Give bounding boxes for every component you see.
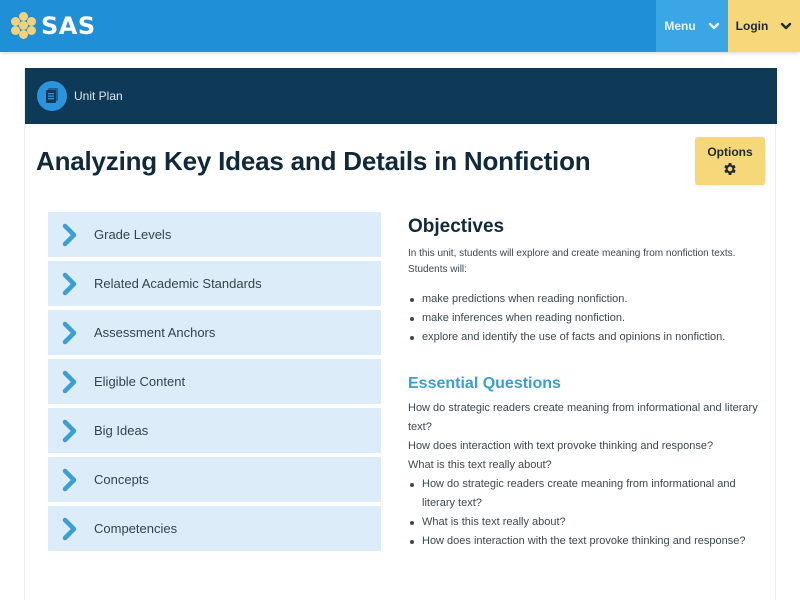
top-header-bar: [0, 0, 800, 52]
menu-label: Menu: [664, 19, 696, 33]
gear-icon: [722, 161, 738, 177]
card-header: [25, 68, 777, 124]
objectives-heading: Objectives: [408, 216, 505, 237]
essential-question-item: How do strategic readers create meaning from informational and literary text?: [408, 475, 763, 513]
content-type-label: Unit Plan: [74, 89, 123, 103]
accordion-label: Assessment Anchors: [94, 325, 216, 340]
essential-question-text: How does interaction with text provoke thinking and response?: [408, 440, 714, 452]
menu-button[interactable]: [656, 0, 728, 52]
accordion-label: Eligible Content: [94, 374, 186, 389]
options-button[interactable]: [695, 137, 765, 185]
chevron-down-icon: [780, 20, 792, 32]
chevron-right-icon: [62, 321, 78, 345]
accordion-item-grade-levels[interactable]: [48, 212, 381, 257]
chevron-right-icon: [62, 468, 78, 492]
chevron-right-icon: [62, 419, 78, 443]
objective-item: make inferences when reading nonfiction.: [408, 309, 763, 328]
objective-item: explore and identify the use of facts and opinions in nonfiction.: [408, 328, 763, 347]
chevron-right-icon: [62, 517, 78, 541]
chevron-right-icon: [62, 223, 78, 247]
accordion-item-concepts[interactable]: [48, 457, 381, 502]
page-title: Analyzing Key Ideas and Details in Nonfiction: [36, 146, 591, 176]
accordion-label: Grade Levels: [94, 227, 172, 242]
honeycomb-logo-icon: [10, 12, 38, 40]
document-icon: [37, 81, 67, 111]
options-label: Options: [707, 145, 753, 159]
logo-text: SAS: [41, 12, 96, 40]
objective-item: make predictions when reading nonfiction.: [408, 290, 763, 309]
unit-plan-card: [24, 68, 776, 600]
essential-question-item: What is this text really about?: [408, 513, 763, 532]
accordion-item-assessment-anchors[interactable]: [48, 310, 381, 355]
unit-details-accordion: [48, 212, 381, 555]
essential-question-item: How does interaction with the text provoke thinking and response?: [408, 532, 763, 551]
objectives-list: [408, 290, 763, 347]
login-label: Login: [735, 19, 769, 33]
chevron-right-icon: [62, 272, 78, 296]
essential-question-text: What is this text really about?: [408, 459, 552, 471]
accordion-label: Competencies: [94, 521, 178, 536]
accordion-label: Concepts: [94, 472, 149, 487]
accordion-item-eligible-content[interactable]: [48, 359, 381, 404]
unit-content: [408, 216, 763, 551]
essential-question-text: How do strategic readers create meaning from informational and literary text?: [408, 402, 758, 433]
accordion-item-competencies[interactable]: [48, 506, 381, 551]
chevron-right-icon: [62, 370, 78, 394]
login-button[interactable]: [728, 0, 800, 52]
essential-questions-heading: Essential Questions: [408, 375, 561, 392]
chevron-down-icon: [708, 20, 720, 32]
objectives-intro: In this unit, students will explore and create meaning from nonfiction texts. Students will:: [408, 248, 736, 275]
accordion-label: Big Ideas: [94, 423, 149, 438]
sas-logo[interactable]: [10, 11, 96, 41]
accordion-item-big-ideas[interactable]: [48, 408, 381, 453]
accordion-label: Related Academic Standards: [94, 276, 262, 291]
essential-questions-list: [408, 475, 763, 551]
accordion-item-related-academic-standards[interactable]: [48, 261, 381, 306]
